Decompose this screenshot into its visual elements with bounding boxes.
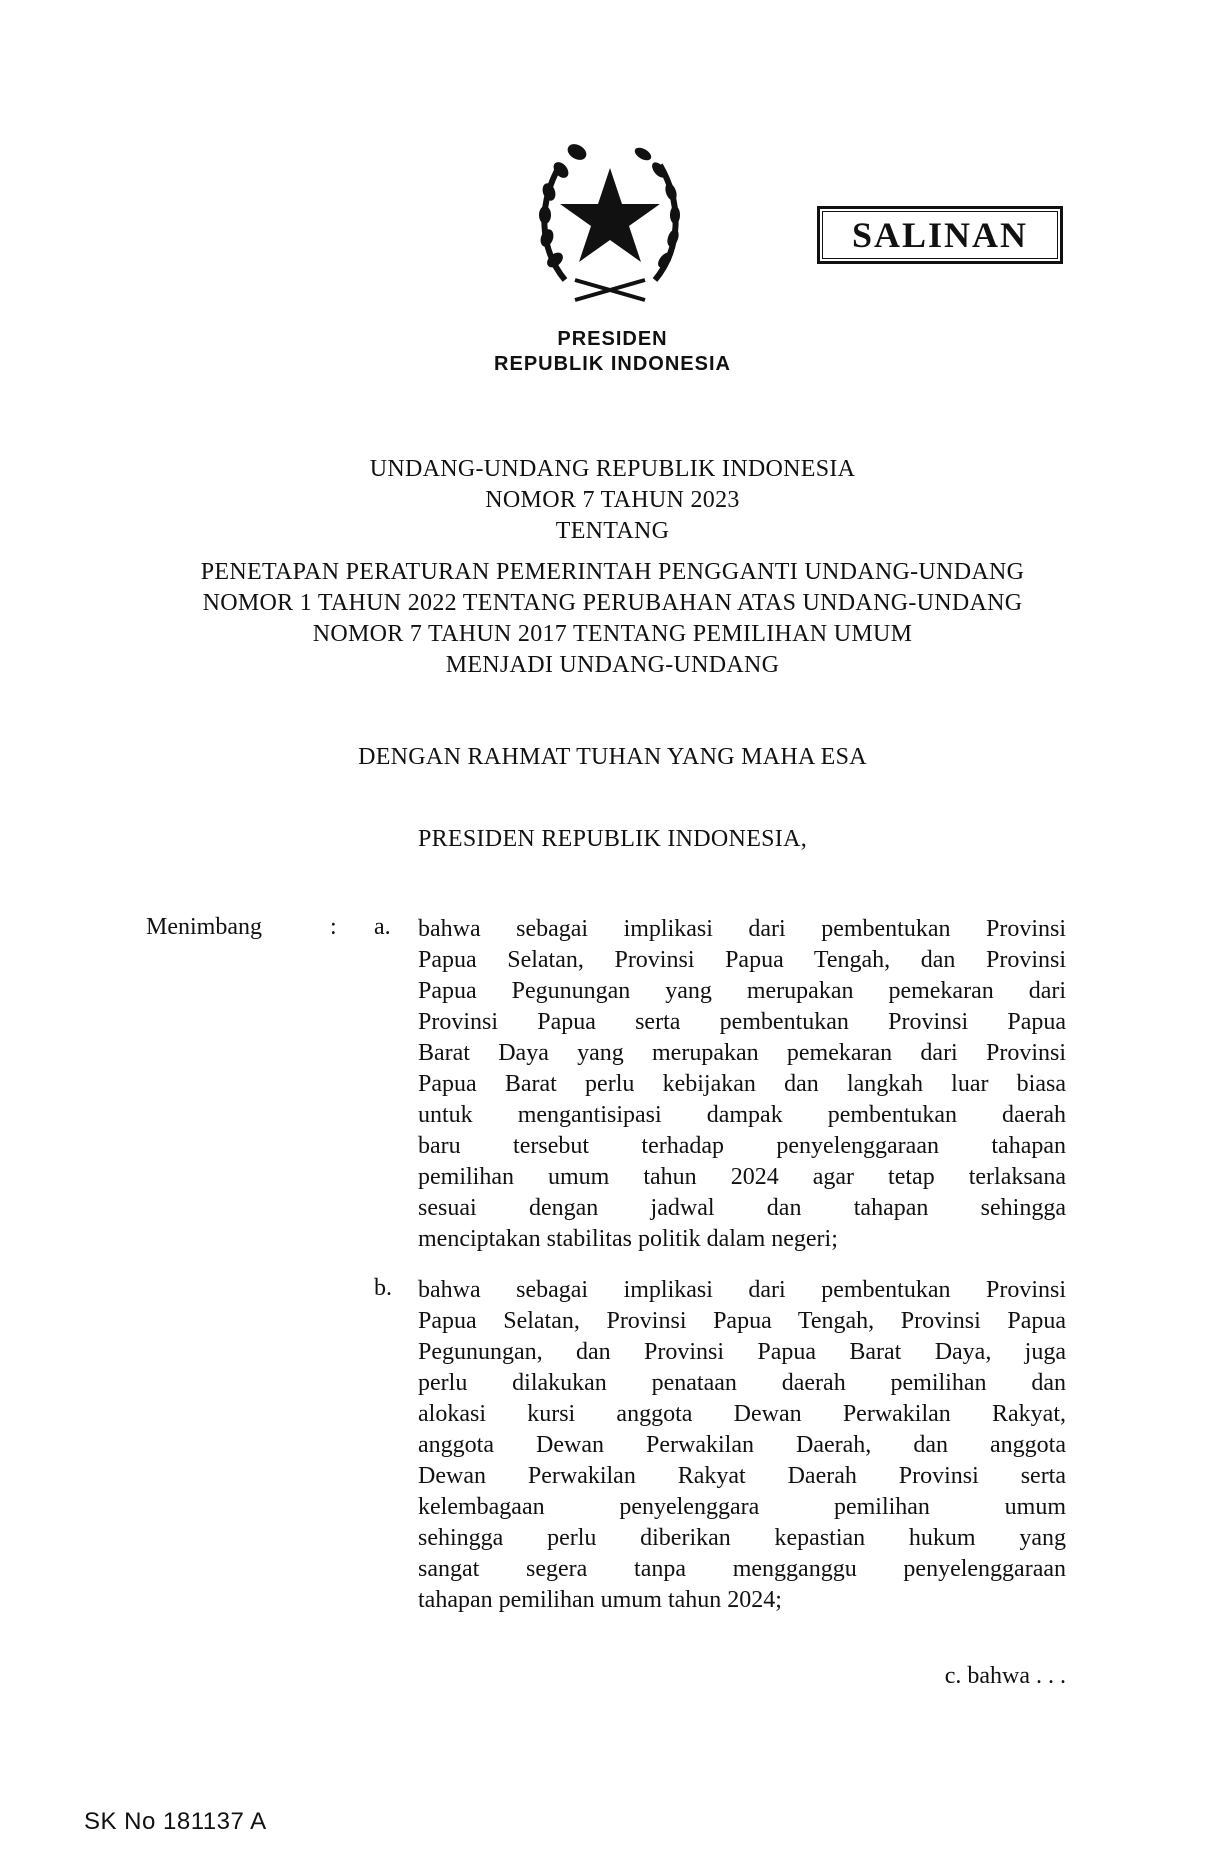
subject-line: MENJADI UNDANG-UNDANG (445, 652, 780, 678)
title-line-2: NOMOR 7 TAHUN 2023 (485, 487, 740, 513)
item-line: Dewan Perwakilan Rakyat Daerah Provinsi serta (418, 1463, 1066, 1489)
item-line: Papua Selatan, Provinsi Papua Tengah, dan Provinsi (418, 947, 1066, 973)
salinan-label: SALINAN (822, 211, 1058, 259)
menimbang-label: Menimbang (146, 914, 262, 940)
item-line: Barat Daya yang merupakan pemekaran dari Provinsi (418, 1040, 1066, 1066)
invocation: DENGAN RAHMAT TUHAN YANG MAHA ESA (358, 744, 867, 770)
title-line-3: TENTANG (555, 518, 670, 544)
menimbang-item-a (418, 914, 1066, 1255)
item-line: sangat segera tanpa mengganggu penyelenggaraan (418, 1556, 1066, 1582)
item-line: Papua Pegunungan yang merupakan pemekaran dari (418, 978, 1066, 1004)
item-line: Papua Selatan, Provinsi Papua Tengah, Provinsi Papua (418, 1308, 1066, 1334)
garuda-star-emblem-icon (525, 130, 695, 310)
item-line: pemilihan umum tahun 2024 agar tetap terlaksana (418, 1164, 1066, 1190)
item-line: Provinsi Papua serta pembentukan Provinsi Papua (418, 1009, 1066, 1035)
item-line: baru tersebut terhadap penyelenggaraan tahapan (418, 1133, 1066, 1159)
item-line: bahwa sebagai implikasi dari pembentukan Provinsi (418, 916, 1066, 942)
item-line: tahapan pemilihan umum tahun 2024; (418, 1587, 782, 1613)
item-line: perlu dilakukan penataan daerah pemilihan dan (418, 1370, 1066, 1396)
item-line: Papua Barat perlu kebijakan dan langkah luar biasa (418, 1071, 1066, 1097)
item-line: bahwa sebagai implikasi dari pembentukan Provinsi (418, 1277, 1066, 1303)
header-republik-indonesia: REPUBLIK INDONESIA (494, 353, 731, 375)
item-line: menciptakan stabilitas politik dalam negeri; (418, 1226, 838, 1252)
subject-line: NOMOR 1 TAHUN 2022 TENTANG PERUBAHAN ATAS UNDANG-UNDANG (202, 590, 1023, 616)
subject-line: NOMOR 7 TAHUN 2017 TENTANG PEMILIHAN UMUM (312, 621, 913, 647)
item-marker-a: a. (374, 914, 391, 940)
item-line: untuk mengantisipasi dampak pembentukan daerah (418, 1102, 1066, 1128)
catchword: c. bahwa . . . (944, 1663, 1066, 1689)
item-line: anggota Dewan Perwakilan Daerah, dan anggota (418, 1432, 1066, 1458)
item-line: sesuai dengan jadwal dan tahapan sehingga (418, 1195, 1066, 1221)
item-marker-b: b. (374, 1275, 392, 1301)
item-line: alokasi kursi anggota Dewan Perwakilan Rakyat, (418, 1401, 1066, 1427)
subject-line: PENETAPAN PERATURAN PEMERINTAH PENGGANTI UNDANG-UNDANG (200, 559, 1025, 585)
salinan-stamp (817, 206, 1063, 264)
law-title (0, 454, 1225, 681)
item-line: Pegunungan, dan Provinsi Papua Barat Daya, juga (418, 1339, 1066, 1365)
menimbang-colon: : (330, 914, 337, 940)
item-line: sehingga perlu diberikan kepastian hukum yang (418, 1525, 1066, 1551)
item-line: kelembagaan penyelenggara pemilihan umum (418, 1494, 1066, 1520)
menimbang-item-b (418, 1275, 1066, 1616)
authority: PRESIDEN REPUBLIK INDONESIA, (417, 826, 808, 852)
header-presiden: PRESIDEN (557, 328, 668, 350)
title-line-1: UNDANG-UNDANG REPUBLIK INDONESIA (369, 456, 856, 482)
sk-number: SK No 181137 A (84, 1808, 267, 1835)
